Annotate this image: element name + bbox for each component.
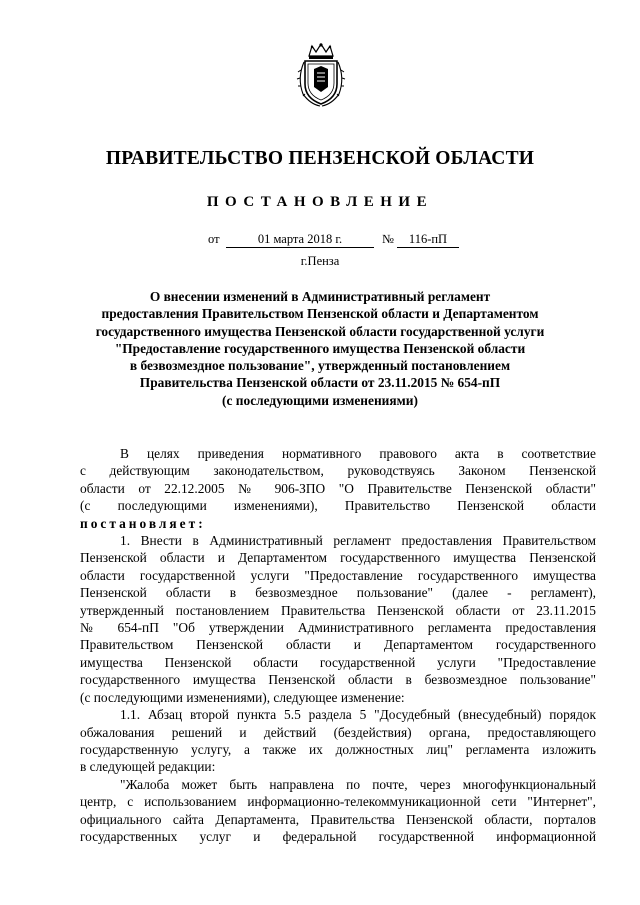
coat-of-arms-emblem [296,42,346,108]
body-line: государственную услугу, а также их должностных лиц" регламента изложить [80,741,596,757]
document-heading [70,288,570,409]
body-line: государственного имущества Пензенской области в безвозмездное пользование" [80,672,596,688]
body-line: Пензенской области в безвозмездное пользование" (далее - регламент), [80,585,596,601]
heading-line: "Предоставление государственного имущества Пензенской области [114,340,526,356]
resolution-word: постановляет: [80,515,206,531]
document-body [80,445,596,845]
body-line: обжалования решений и действий (бездействия) органа, предоставляющего [80,724,596,740]
body-line: 1.1. Абзац второй пункта 5.5 раздела 5 "Досудебный (внесудебный) порядок [120,707,596,723]
body-line: Правительством Пензенской области и Департаментом государственного [80,637,596,653]
date-number-line [0,232,640,248]
body-line: области от 22.12.2005 № 906-ЗПО "О Правительстве Пензенской области" [80,480,596,496]
body-line: № 654-пП "Об утверждении Административного регламента предоставления [80,620,596,636]
body-line: официального сайта Департамента, Правительства Пензенской области, порталов [80,811,596,827]
body-line: с действующим законодательством, руководствуясь Законом Пензенской [80,463,596,479]
body-line: области государственной услуги "Предоставление государственного имущества [80,567,596,583]
body-line: центр, с использованием информационно-телекоммуникационной сети "Интернет", [80,794,596,810]
body-line: в следующей редакции: [80,759,216,775]
heading-line: Правительства Пензенской области от 23.11.2015 № 654-пП [139,375,501,391]
document-type: ПОСТАНОВЛЕНИЕ [206,194,434,210]
body-line: Пензенской области и Департаментом государственного имущества Пензенской [80,550,596,566]
heading-line: (с последующими изменениями) [222,392,418,408]
heading-line: государственного имущества Пензенской области государственной услуги [95,323,545,339]
document-date: 01 марта 2018 г. [226,232,374,248]
heading-line: О внесении изменений в Административный регламент [149,289,491,304]
body-line: (с последующими изменениями), Правительство Пензенской области [80,498,596,514]
body-line: утвержденный постановлением Правительства Пензенской области от 23.11.2015 [80,602,596,618]
number-prefix: № [382,232,394,246]
body-line: "Жалоба может быть направлена по почте, через многофункциональный [120,776,596,792]
body-line: государственных услуг и федеральной государственной информационной [80,828,596,844]
heading-line: в безвозмездное пользование", утвержденный постановлением [129,358,511,374]
date-prefix: от [208,232,220,246]
government-title: ПРАВИТЕЛЬСТВО ПЕНЗЕНСКОЙ ОБЛАСТИ [105,148,535,169]
body-line: 1. Внести в Административный регламент предоставления Правительством [120,533,596,549]
body-line: имущества Пензенской области государственной услуги "Предоставление [80,654,596,670]
heading-line: предоставления Правительством Пензенской области и Департаментом [101,306,539,322]
body-line: В целях приведения нормативного правового акта в соответствие [120,446,596,461]
body-line: (с последующими изменениями), следующее изменение: [80,689,405,705]
document-number: 116-пП [397,232,459,248]
city: г.Пенза [300,254,340,268]
